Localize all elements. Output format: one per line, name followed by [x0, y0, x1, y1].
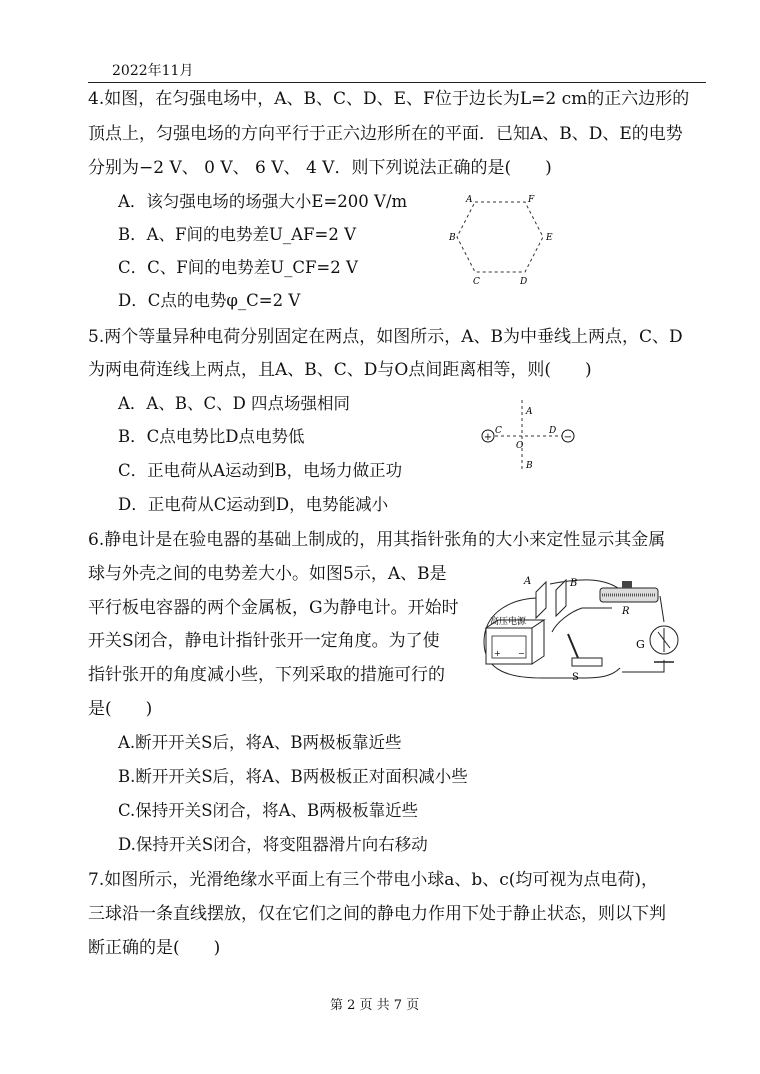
supply-plus: + — [494, 649, 501, 658]
q4-option-d: D．C点的电势φ_C=2 V — [118, 291, 301, 310]
label-plate-b: B — [570, 578, 578, 589]
q6-line-3: 平行板电容器的两个金属板，G为静电计。开始时 — [88, 598, 459, 618]
q6-line-2: 球与外壳之间的电势差大小。如图5示，A、B是 — [88, 564, 447, 584]
page-footer: 第 2 页 共 7 页 — [330, 998, 420, 1013]
hex-label-b: B — [449, 233, 456, 243]
label-power-supply: 高压电源 — [490, 617, 527, 627]
power-supply — [486, 628, 532, 664]
label-plate-a: A — [524, 576, 532, 587]
q4-line-1: 4.如图，在匀强电场中，A、B、C、D、E、F位于边长为L=2 cm的正六边形的 — [88, 89, 690, 109]
q4-hexagon-figure — [440, 190, 560, 290]
q7-line-3: 断正确的是( ) — [88, 938, 221, 958]
q6-line-1: 6.静电计是在验电器的基础上制成的，用其指针张角的大小来定性显示其金属 — [88, 530, 666, 550]
q6-option-b: B.断开开关S后，将A、B两极板正对面积减小些 — [118, 767, 468, 786]
q4-option-c: C．C、F间的电势差U_CF=2 V — [118, 258, 358, 277]
switch-lever — [568, 634, 578, 658]
label-a: A — [526, 407, 533, 417]
q5-option-c: C．正电荷从A运动到B，电场力做正功 — [118, 461, 403, 480]
q5-line-1: 5.两个等量异种电荷分别固定在两点，如图所示，A、B为中垂线上两点，C、D — [88, 327, 683, 347]
supply-side — [532, 620, 544, 664]
hex-label-a: A — [466, 195, 473, 205]
q6-line-6: 是( ) — [88, 699, 153, 719]
hexagon-outline — [457, 202, 543, 272]
q7-line-2: 三球沿一条直线摆放，仅在它们之间的静电力作用下处于静止状态，则以下判 — [88, 904, 666, 924]
rheostat-slider — [622, 581, 632, 588]
label-rheostat: R — [622, 606, 630, 617]
q5-line-2: 为两电荷连线上两点，且A、B、C、D与O点间距离相等，则( ) — [88, 360, 592, 380]
q5-option-d: D．正电荷从C运动到D，电势能减小 — [118, 495, 389, 514]
q6-option-c: C.保持开关S闭合，将A、B两极板靠近些 — [118, 801, 419, 820]
q6-line-5: 指针张开的角度减小些，下列采取的措施可行的 — [88, 665, 445, 685]
q4-option-a: A．该匀强电场的场强大小E=200 V/m — [118, 192, 408, 211]
switch-base — [572, 658, 602, 666]
hex-label-e: E — [546, 233, 553, 243]
wire-to-meter — [660, 596, 664, 622]
q5-option-a: A．A、B、C、D 四点场强相同 — [118, 394, 351, 413]
q7-line-1: 7.如图所示，光滑绝缘水平面上有三个带电小球a、b、c(均可视为点电荷)， — [88, 870, 659, 890]
supply-minus: − — [518, 649, 525, 658]
positive-sign: + — [483, 432, 493, 443]
label-o: O — [516, 441, 524, 451]
q5-option-b: B．C点电势比D点电势低 — [118, 427, 305, 446]
plate-b — [556, 580, 566, 616]
q4-line-2: 顶点上，匀强电场的方向平行于正六边形所在的平面．已知A、B、D、E的电势 — [88, 124, 683, 144]
plate-a — [536, 582, 546, 618]
hex-label-c: C — [473, 277, 480, 287]
label-b: B — [526, 461, 533, 471]
q4-option-b: B．A、F间的电势差U_AF=2 V — [118, 225, 356, 244]
label-switch: S — [572, 672, 579, 683]
q5-charges-figure — [478, 398, 588, 473]
label-c: C — [495, 426, 502, 436]
q4-line-3: 分别为−2 V、 0 V、 6 V、 4 V．则下列说法正确的是( ) — [88, 158, 552, 178]
negative-sign: − — [563, 432, 573, 443]
hex-label-f: F — [528, 195, 535, 205]
q6-option-d: D.保持开关S闭合，将变阻器滑片向右移动 — [118, 835, 428, 854]
q6-option-a: A.断开开关S后，将A、B两极板靠近些 — [118, 733, 402, 752]
q6-electrometer-circuit-figure — [472, 572, 687, 684]
label-d: D — [549, 426, 557, 436]
header-date: 2022年11月 — [112, 63, 194, 79]
hex-label-d: D — [520, 277, 528, 287]
label-electrometer: G — [636, 638, 645, 651]
header-rule — [88, 82, 706, 83]
q6-line-4: 开关S闭合，静电计指针张开一定角度。为了使 — [88, 631, 440, 651]
